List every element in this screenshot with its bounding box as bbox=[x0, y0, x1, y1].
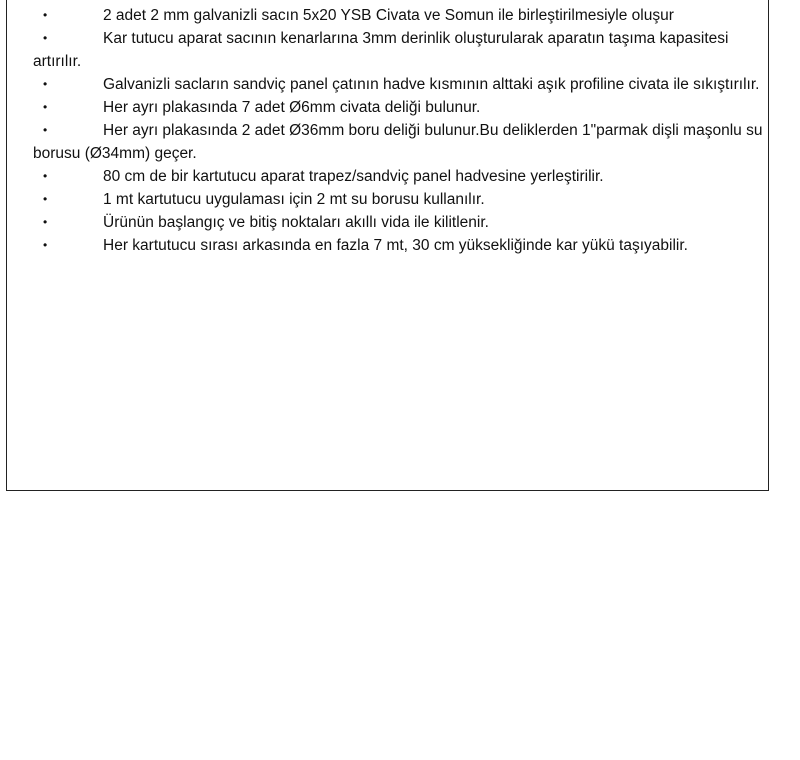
list-item-text: Her kartutucu sırası arkasında en fazla 7 mt, 30 cm yüksekliğinde kar yükü taşıyabilir. bbox=[103, 237, 688, 254]
list-item bbox=[33, 165, 763, 188]
list-item-text: Her ayrı plakasında 2 adet Ø36mm boru deliği bulunur.Bu deliklerden 1"parmak dişli maşonlu su borusu (Ø34mm) geçer. bbox=[33, 122, 763, 162]
bullet-icon: • bbox=[43, 77, 48, 91]
list-item bbox=[33, 4, 763, 27]
bullet-icon: • bbox=[43, 192, 48, 206]
bullet-icon: • bbox=[43, 169, 48, 183]
bullet-icon: • bbox=[43, 8, 48, 22]
list-item-text: Ürünün başlangıç ve bitiş noktaları akıllı vida ile kilitlenir. bbox=[103, 214, 489, 231]
list-item-text: 80 cm de bir kartutucu aparat trapez/sandviç panel hadvesine yerleştirilir. bbox=[103, 168, 604, 185]
list-item-text: Kar tutucu aparat sacının kenarlarına 3mm derinlik oluşturularak aparatın taşıma kapasitesi artırılır. bbox=[33, 30, 729, 70]
list-item-text: Galvanizli sacların sandviç panel çatının hadve kısmının alttaki aşık profiline civata ile sıkıştırılır. bbox=[103, 76, 760, 93]
list-item bbox=[33, 73, 763, 96]
list-item-text: 1 mt kartutucu uygulaması için 2 mt su borusu kullanılır. bbox=[103, 191, 485, 208]
list-item bbox=[33, 27, 763, 73]
list-item bbox=[33, 119, 763, 165]
list-item bbox=[33, 211, 763, 234]
document-box bbox=[6, 0, 769, 491]
bullet-icon: • bbox=[43, 31, 48, 45]
bullet-icon: • bbox=[43, 238, 48, 252]
list-item bbox=[33, 234, 763, 257]
specification-bullet-list bbox=[33, 4, 763, 257]
bullet-icon: • bbox=[43, 215, 48, 229]
list-item bbox=[33, 96, 763, 119]
list-item-text: 2 adet 2 mm galvanizli sacın 5x20 YSB Civata ve Somun ile birleştirilmesiyle oluşur bbox=[103, 7, 674, 24]
bullet-icon: • bbox=[43, 123, 48, 137]
list-item-text: Her ayrı plakasında 7 adet Ø6mm civata deliği bulunur. bbox=[103, 99, 481, 116]
bullet-icon: • bbox=[43, 100, 48, 114]
list-item bbox=[33, 188, 763, 211]
